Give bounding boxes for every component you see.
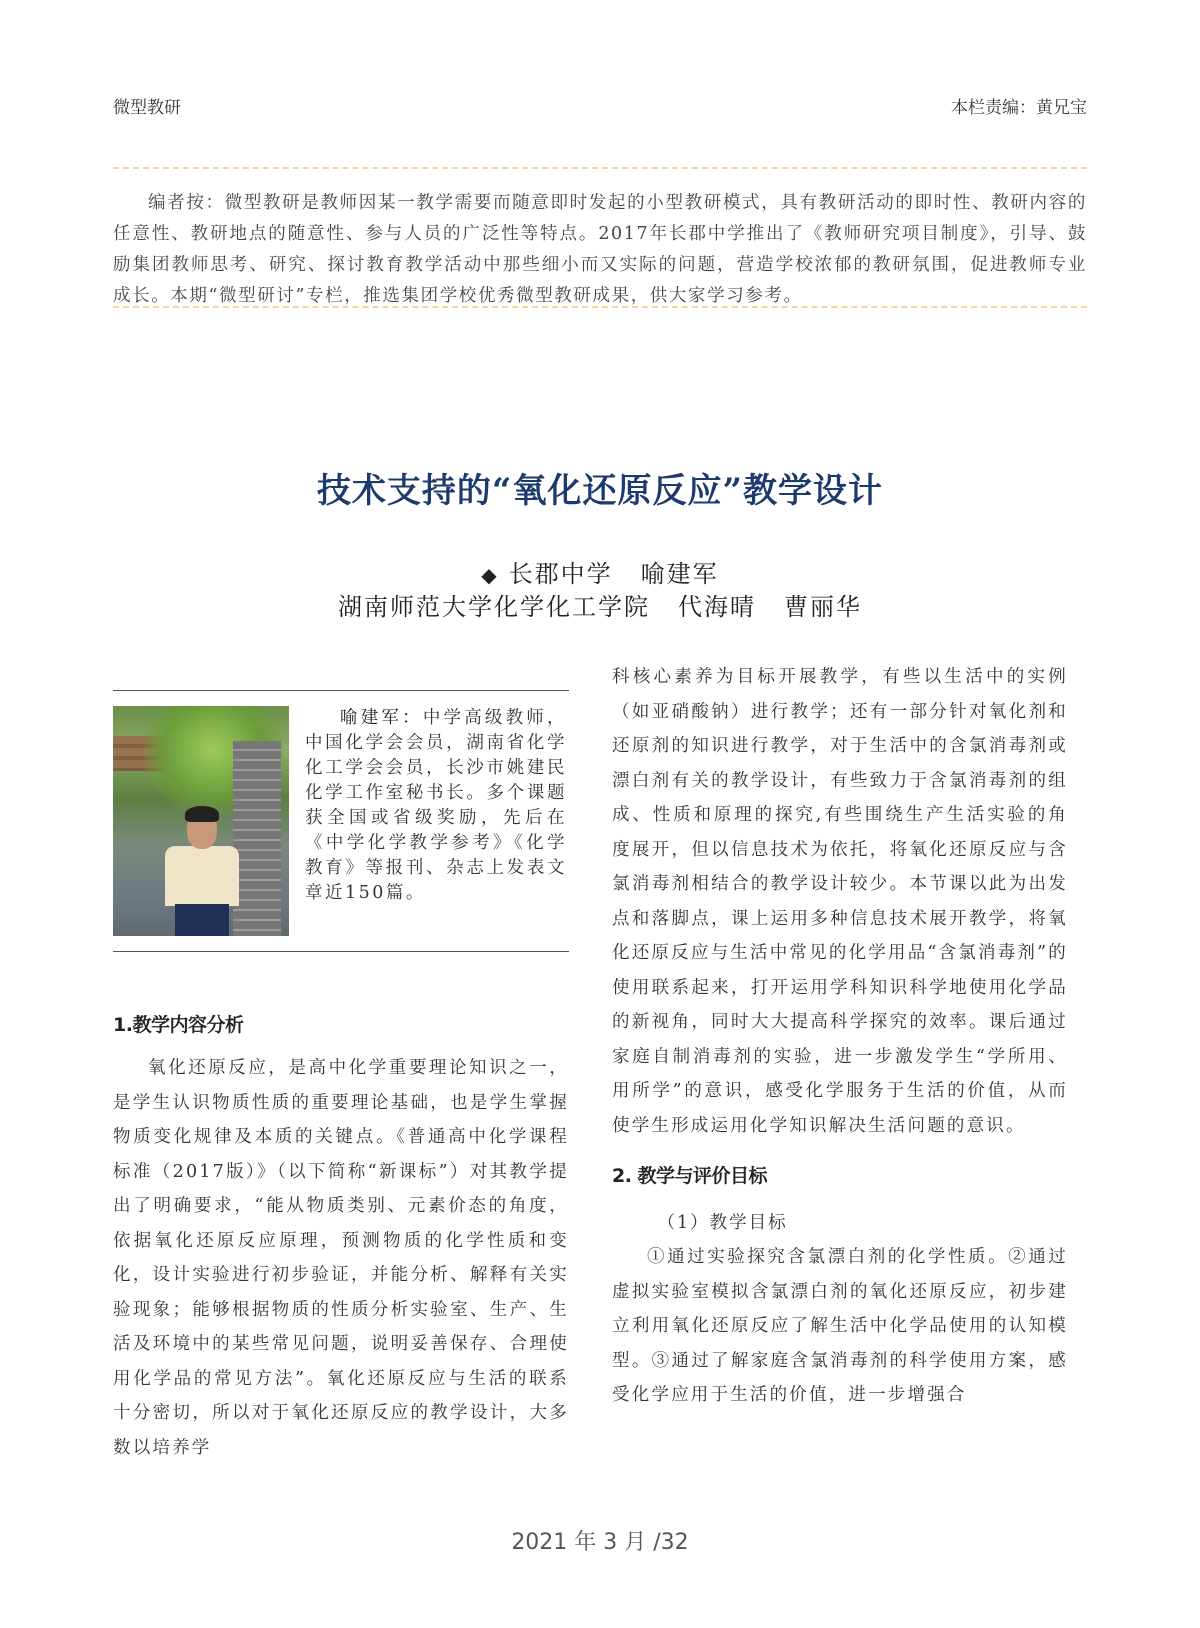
right-column <box>612 660 1068 1413</box>
section-2-paragraph: ①通过实验探究含氯漂白剂的化学性质。②通过虚拟实验室模拟含氯漂白剂的氧化还原反应，初步建立利用氧化还原反应了解生活中化学品使用的认知模型。③通过了解家庭含氯消毒剂的科学使用方案，感受化学应用于生活的价值，进一步增强合 <box>612 1247 1068 1405</box>
running-header-left: 微型教研 <box>113 98 181 118</box>
section-heading-2: 2. 教学与评价目标 <box>612 1165 768 1187</box>
left-column <box>113 1010 569 1465</box>
author-photo <box>113 706 289 936</box>
section-1-paragraph: 氧化还原反应，是高中化学重要理论知识之一，是学生认识物质性质的重要理论基础，也是学生掌握物质变化规律及本质的关键点。《普通高中化学课程标准（2017版）》（以下简称“新课标”）对其教学提出了明确要求，“能从物质类别、元素价态的角度，依据氧化还原反应原理，预测物质的化学性质和变化，设计实验进行初步验证，并能分析、解释有关实验现象；能够根据物质的性质分析实验室、生产、生活及环境中的某些常见问题，说明妥善保存、合理使用化学品的常见方法”。氧化还原反应与生活的联系十分密切，所以对于氧化还原反应的教学设计，大多数以培养学 <box>113 1058 569 1458</box>
article-title: 技术支持的“氧化还原反应”教学设计 <box>316 471 884 511</box>
section-heading-1: 1.教学内容分析 <box>113 1014 244 1036</box>
section-1-paragraph-continued: 科核心素养为目标开展教学，有些以生活中的实例（如亚硝酸钠）进行教学；还有一部分针对氧化剂和还原剂的知识进行教学，对于生活中的含氯消毒剂或漂白剂有关的教学设计，有些致力于含氯消毒剂的组成、性质和原理的探究,有些围绕生产生活实验的角度展开，但以信息技术为依托，将氧化还原反应与含氯消毒剂相结合的教学设计较少。本节课以此为出发点和落脚点，课上运用多种信息技术展开教学，将氧化还原反应与生活中常见的化学用品“含氯消毒剂”的使用联系起来，打开运用学科知识科学地使用化学品的新视角，同时大大提高科学探究的效率。课后通过家庭自制消毒剂的实验，进一步激发学生“学所用、用所学”的意识，感受化学服务于生活的价值，从而使学生形成运用化学知识解决生活问题的意识。 <box>612 667 1068 1136</box>
author-name-1: 喻建军 <box>640 560 719 588</box>
page-footer: 2021 年 3 月 /32 <box>511 1530 689 1555</box>
author-name-2: 代海晴 <box>678 593 756 621</box>
author-affiliation-2: 湖南师范大学化学化工学院 <box>338 593 650 621</box>
editor-note-text: 编者按：微型教研是教师因某一教学需要而随意即时发起的小型教研模式，具有教研活动的即时性、教研内容的任意性、教研地点的随意性、参与人员的广泛性等特点。2017年长郡中学推出了《教师研究项目制度》，引导、鼓励集团教师思考、研究、探讨教育教学活动中那些细小而又实际的问题，营造学校浓郁的教研氛围，促进教师专业成长。本期“微型研讨”专栏，推选集团学校优秀微型教研成果，供大家学习参考。 <box>113 193 1087 306</box>
authors-line-2 <box>0 587 1200 622</box>
authors-line-1 <box>0 554 1200 589</box>
author-bio-box <box>113 690 569 952</box>
bio-name: 喻建军： <box>340 708 423 728</box>
diamond-icon: ◆ <box>481 563 499 587</box>
author-name-3: 曹丽华 <box>784 593 862 621</box>
bio-description: 中学高级教师，中国化学会会员，湖南省化学化工学会会员，长沙市姚建民化学工作室秘书长。多个课题获全国或省级奖励，先后在《中学化学教学参考》《化学教育》等报刊、杂志上发表文章近150篇。 <box>305 708 568 903</box>
dashed-divider-bottom <box>113 306 1087 308</box>
dashed-divider-top <box>113 167 1087 169</box>
subheading-teaching-goals: （1）教学目标 <box>657 1213 788 1233</box>
author-affiliation-1: 长郡中学 <box>508 560 613 588</box>
editor-note <box>113 188 1087 312</box>
running-header-right: 本栏责编：黄兄宝 <box>951 98 1087 118</box>
author-bio-text <box>305 706 567 906</box>
